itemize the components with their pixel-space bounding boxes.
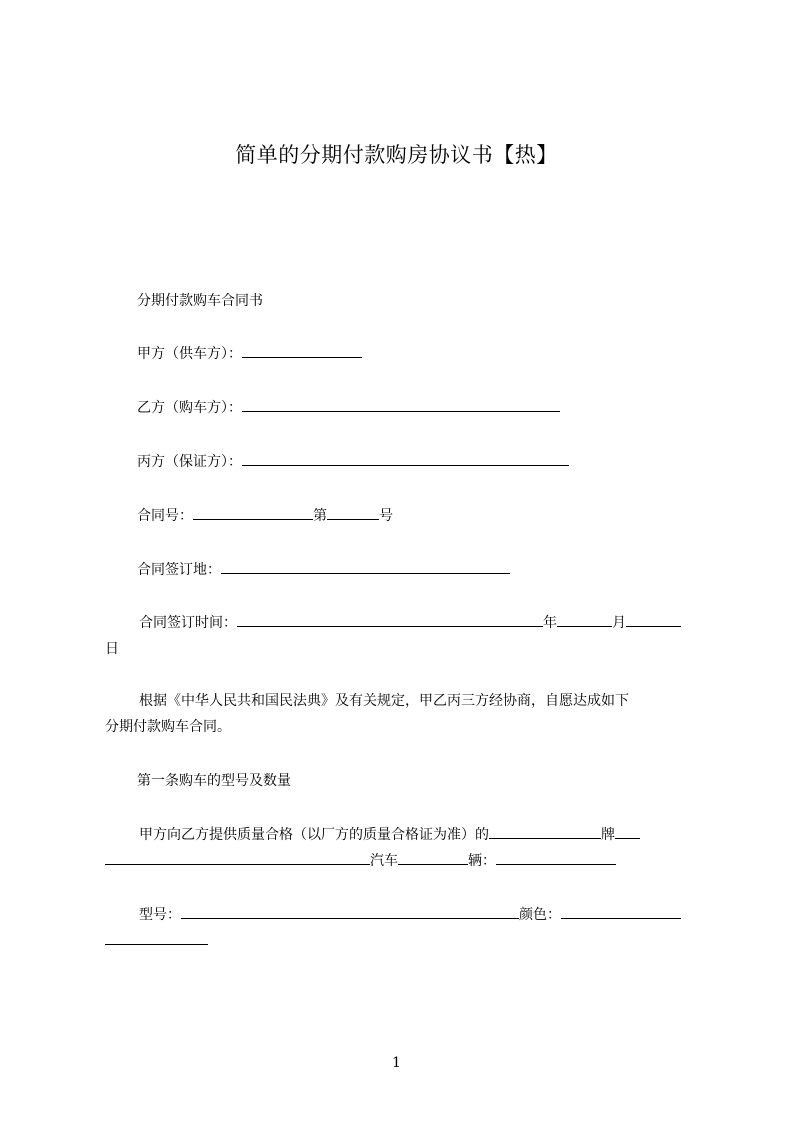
day-blank [626,611,681,627]
contract-no-label: 合同号： [137,508,193,524]
car-count-blank [398,849,468,865]
color-label: 颜色： [519,907,561,923]
contract-no-line: 合同号： 第 号 [105,503,734,529]
party-b-line [105,395,734,421]
intro-line-2: 分期付款购车合同。 [105,719,231,735]
sign-time-day: 日 [105,641,119,657]
contract-heading: 分期付款购车合同书 [137,293,263,309]
month-blank [557,611,612,627]
party-c-label: 丙方（保证方）： [137,454,242,470]
model-line-2 [105,928,702,954]
sign-time-line: 合同签订时间： 年 月 [105,610,736,636]
document-title: 简单的分期付款购房协议书【热】 [235,143,558,167]
color-blank [561,903,681,919]
page-number: 1 [392,1055,401,1071]
article1-line-2: 汽车 辆： [105,848,702,874]
intro-line-1: 根据《中华人民共和国民法典》及有关规定，甲乙丙三方经协商，自愿达成如下 [139,693,629,709]
party-a-label: 甲方（供车方）： [137,346,242,362]
unit-blank [496,849,616,865]
model-line [105,902,736,928]
supplier-blank [489,823,601,839]
sign-time-blank [237,611,543,627]
sign-place-line [105,557,734,583]
article1-title: 第一条购车的型号及数量 [137,773,291,789]
model-label: 型号： [139,907,181,923]
party-a-line [105,341,734,367]
party-c-blank [242,450,569,466]
article1-line-1: 甲方向乙方提供质量合格（以厂方的质量合格证为准）的 牌 [105,822,736,848]
party-a-blank [242,342,362,358]
sign-place-label: 合同签订地： [137,562,221,578]
party-b-blank [242,396,560,412]
party-b-label: 乙方（购车方）： [137,400,242,416]
brand-blank-tail [615,823,640,839]
sign-time-label: 合同签订时间： [139,615,237,631]
sign-place-blank [221,558,510,574]
brand-blank [105,849,370,865]
contract-no-seq-blank [327,504,379,520]
model-blank [181,903,519,919]
party-c-line [105,449,734,475]
color-blank-tail [105,929,208,945]
contract-no-blank [193,504,313,520]
